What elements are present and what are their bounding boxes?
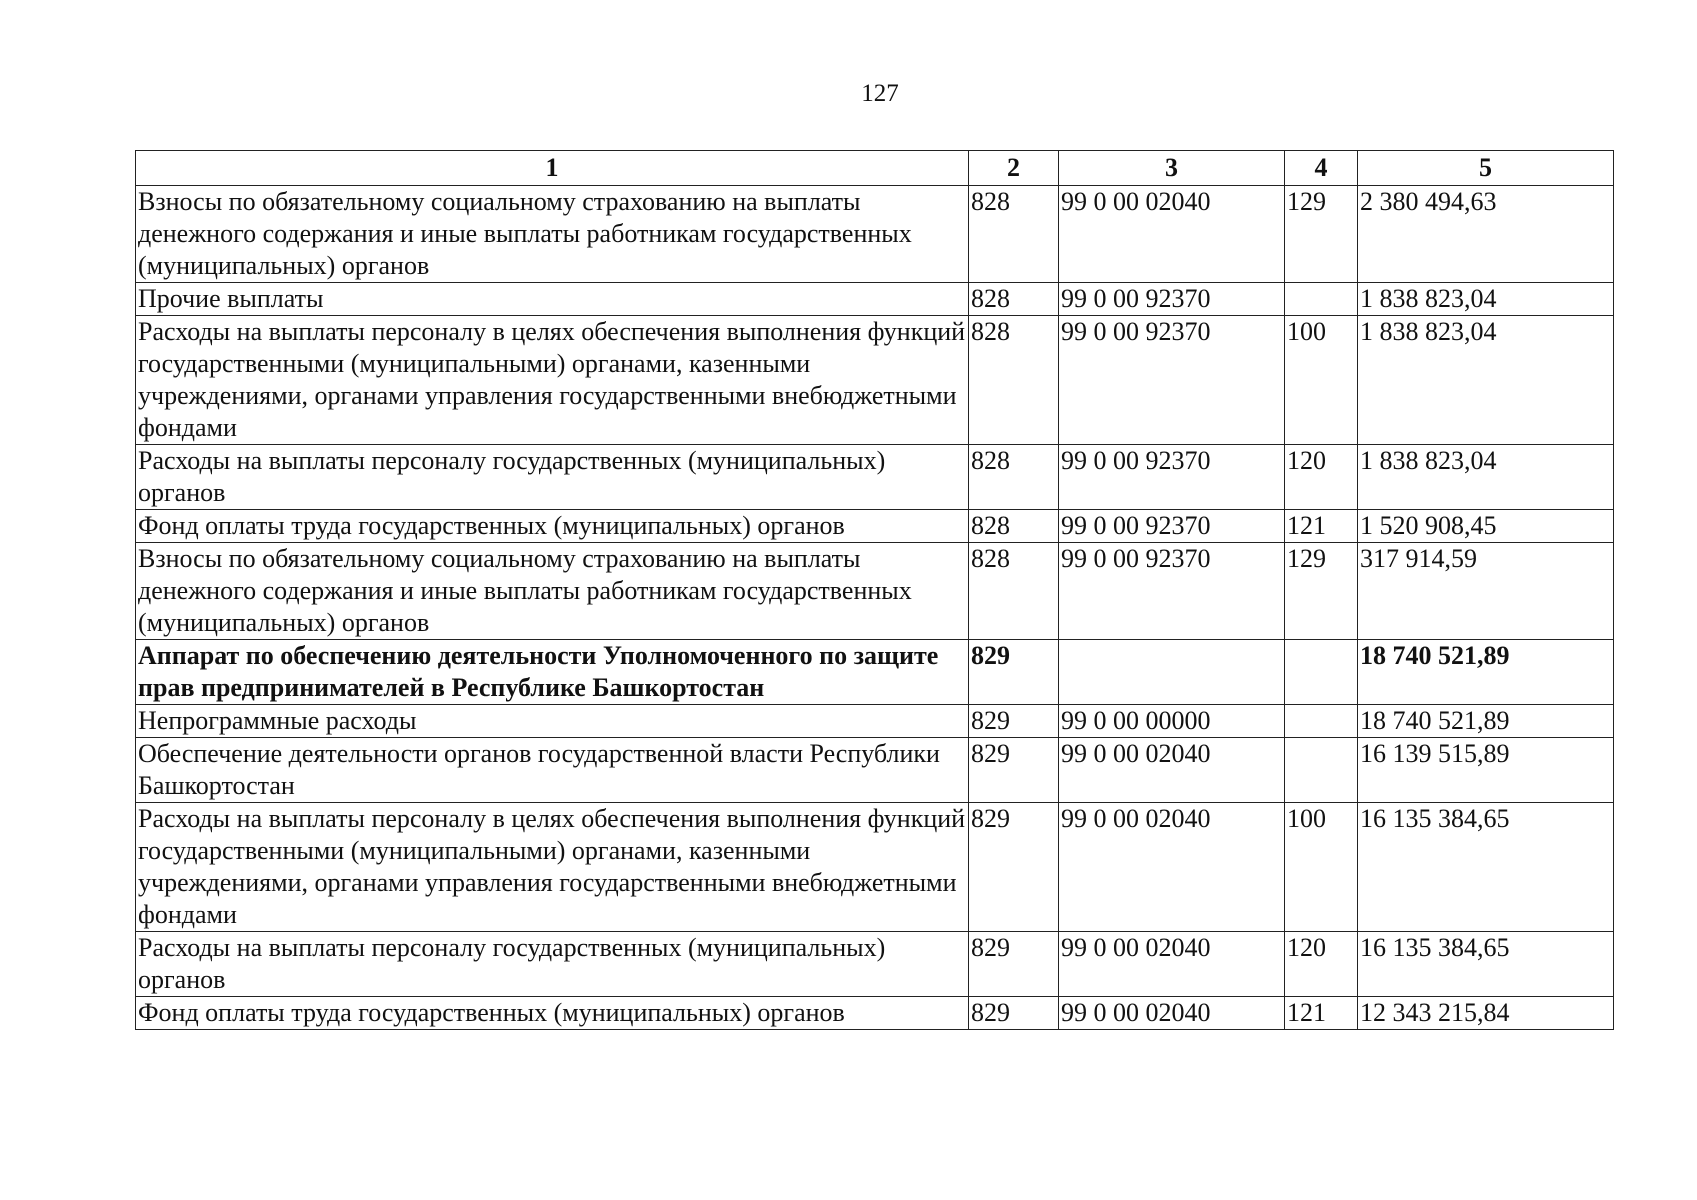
column-header-csr: 3: [1059, 151, 1285, 186]
column-header-sum: 5: [1358, 151, 1614, 186]
table-row: [136, 803, 1614, 932]
table-row: [136, 445, 1614, 510]
cell-name: Взносы по обязательному социальному страхованию на выплаты денежного содержания и иные выплаты работникам государственных (муниципальных) органов: [136, 543, 969, 640]
cell-amount: 1 838 823,04: [1358, 283, 1614, 316]
cell-ved-code: 828: [969, 283, 1059, 316]
cell-name: Расходы на выплаты персоналу государственных (муниципальных) органов: [136, 932, 969, 997]
table-row: [136, 510, 1614, 543]
table-header: [136, 151, 1614, 186]
cell-amount: 1 838 823,04: [1358, 445, 1614, 510]
cell-name: Расходы на выплаты персоналу в целях обеспечения выполнения функций государственными (муниципальными) органами, казенными учреждениями, органами управления государственными внебюджетными фондами: [136, 316, 969, 445]
cell-name: Фонд оплаты труда государственных (муниципальных) органов: [136, 510, 969, 543]
cell-target-article: 99 0 00 92370: [1059, 316, 1285, 445]
cell-target-article: [1059, 640, 1285, 705]
cell-ved-code: 829: [969, 705, 1059, 738]
cell-amount: 16 135 384,65: [1358, 932, 1614, 997]
table-row: [136, 997, 1614, 1030]
cell-amount: 16 135 384,65: [1358, 803, 1614, 932]
cell-expense-type: 120: [1285, 932, 1358, 997]
cell-expense-type: 100: [1285, 316, 1358, 445]
cell-name: Расходы на выплаты персоналу в целях обеспечения выполнения функций государственными (муниципальными) органами, казенными учреждениями, органами управления государственными внебюджетными фондами: [136, 803, 969, 932]
cell-expense-type: [1285, 640, 1358, 705]
cell-name: Прочие выплаты: [136, 283, 969, 316]
cell-target-article: 99 0 00 02040: [1059, 997, 1285, 1030]
table-row: [136, 705, 1614, 738]
cell-expense-type: 100: [1285, 803, 1358, 932]
cell-target-article: 99 0 00 02040: [1059, 738, 1285, 803]
page-number: 127: [861, 80, 899, 107]
column-header-name: 1: [136, 151, 969, 186]
cell-ved-code: 828: [969, 186, 1059, 283]
cell-ved-code: 828: [969, 445, 1059, 510]
table-row: [136, 738, 1614, 803]
cell-target-article: 99 0 00 02040: [1059, 932, 1285, 997]
cell-ved-code: 829: [969, 738, 1059, 803]
cell-name: Расходы на выплаты персоналу государственных (муниципальных) органов: [136, 445, 969, 510]
cell-amount: 1 838 823,04: [1358, 316, 1614, 445]
cell-target-article: 99 0 00 02040: [1059, 186, 1285, 283]
cell-amount: 12 343 215,84: [1358, 997, 1614, 1030]
cell-expense-type: 120: [1285, 445, 1358, 510]
cell-amount: 18 740 521,89: [1358, 640, 1614, 705]
column-header-ved: 2: [969, 151, 1059, 186]
cell-amount: 1 520 908,45: [1358, 510, 1614, 543]
cell-amount: 317 914,59: [1358, 543, 1614, 640]
cell-amount: 2 380 494,63: [1358, 186, 1614, 283]
cell-expense-type: 121: [1285, 997, 1358, 1030]
cell-ved-code: 828: [969, 316, 1059, 445]
cell-ved-code: 828: [969, 510, 1059, 543]
cell-target-article: 99 0 00 00000: [1059, 705, 1285, 738]
table-row: [136, 640, 1614, 705]
cell-target-article: 99 0 00 92370: [1059, 283, 1285, 316]
table-row: [136, 186, 1614, 283]
cell-target-article: 99 0 00 92370: [1059, 510, 1285, 543]
column-header-vr: 4: [1285, 151, 1358, 186]
cell-ved-code: 829: [969, 932, 1059, 997]
header-row: [136, 151, 1614, 186]
table-row: [136, 316, 1614, 445]
cell-target-article: 99 0 00 02040: [1059, 803, 1285, 932]
cell-expense-type: 129: [1285, 186, 1358, 283]
cell-name: Фонд оплаты труда государственных (муниципальных) органов: [136, 997, 969, 1030]
cell-name: Аппарат по обеспечению деятельности Уполномоченного по защите прав предпринимателей в Республике Башкортостан: [136, 640, 969, 705]
cell-expense-type: [1285, 738, 1358, 803]
cell-name: Обеспечение деятельности органов государственной власти Республики Башкортостан: [136, 738, 969, 803]
cell-ved-code: 829: [969, 803, 1059, 932]
cell-name: Непрограммные расходы: [136, 705, 969, 738]
table-row: [136, 283, 1614, 316]
cell-name: Взносы по обязательному социальному страхованию на выплаты денежного содержания и иные выплаты работникам государственных (муниципальных) органов: [136, 186, 969, 283]
table-body: [136, 186, 1614, 1030]
cell-expense-type: [1285, 283, 1358, 316]
cell-amount: 16 139 515,89: [1358, 738, 1614, 803]
cell-ved-code: 829: [969, 640, 1059, 705]
cell-ved-code: 829: [969, 997, 1059, 1030]
table-row: [136, 932, 1614, 997]
cell-expense-type: 129: [1285, 543, 1358, 640]
cell-ved-code: 828: [969, 543, 1059, 640]
cell-expense-type: [1285, 705, 1358, 738]
cell-expense-type: 121: [1285, 510, 1358, 543]
cell-target-article: 99 0 00 92370: [1059, 543, 1285, 640]
budget-table: [135, 150, 1614, 1030]
table-row: [136, 543, 1614, 640]
cell-target-article: 99 0 00 92370: [1059, 445, 1285, 510]
cell-amount: 18 740 521,89: [1358, 705, 1614, 738]
